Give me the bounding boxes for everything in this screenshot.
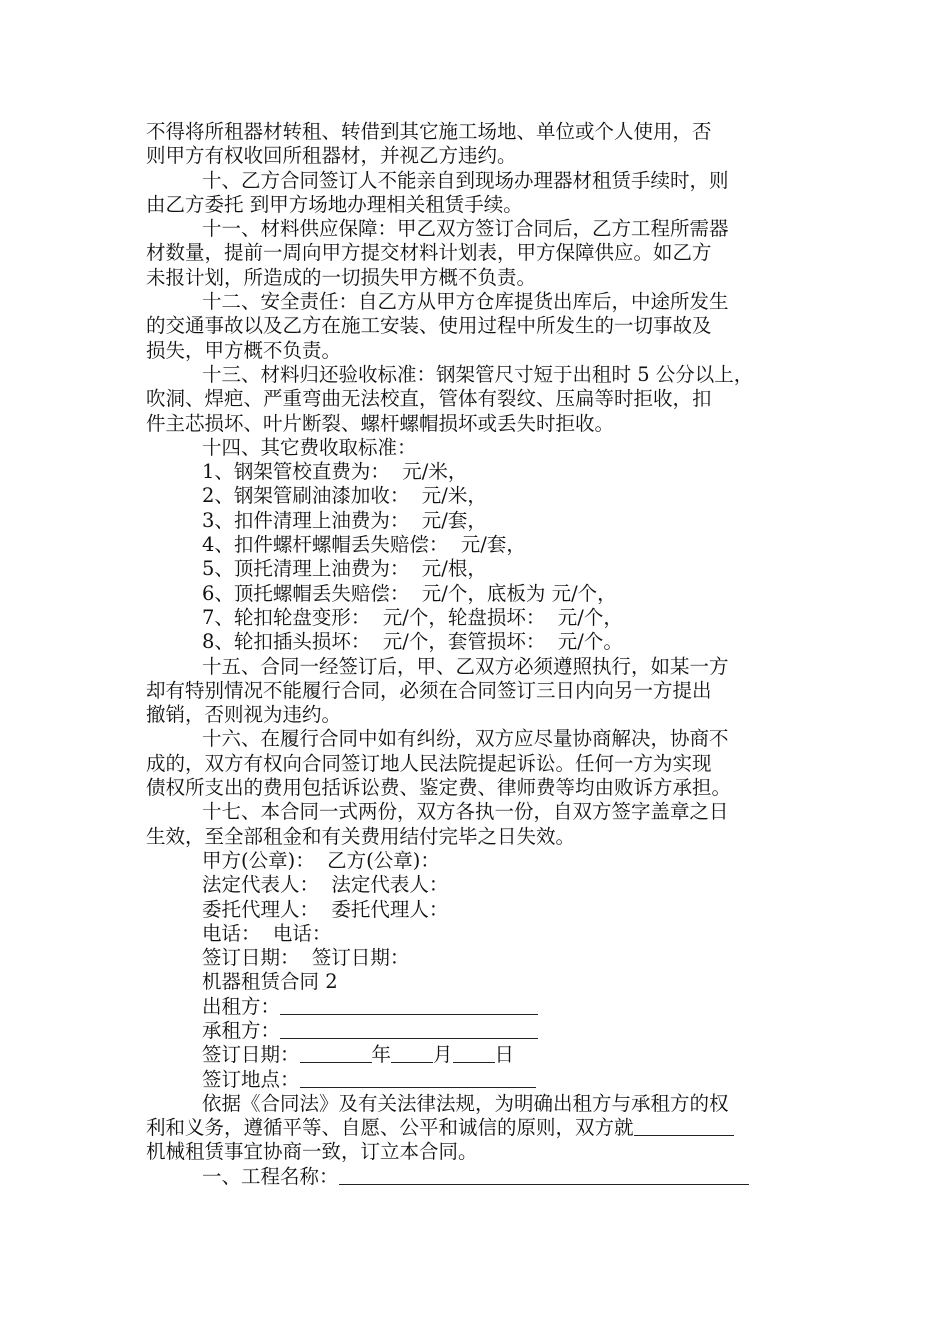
lessee-line [146, 1019, 816, 1043]
text-line: 十五、合同一经签订后，甲、乙双方必须遵照执行，如某一方 [202, 654, 729, 678]
text-line: 生效，至全部租金和有关费用结付完毕之日失效。 [146, 824, 576, 848]
text-line: 委托代理人： 委托代理人： [202, 897, 449, 921]
project-name-label: 一、工程名称： [202, 1164, 339, 1188]
day-blank[interactable] [453, 1043, 495, 1063]
intro-text-2: 利和义务，遵循平等、自愿、公平和诚信的原则，双方就 [146, 1116, 634, 1140]
intro-line-1 [146, 1092, 816, 1116]
text-line: 未报计划，所造成的一切损失甲方概不负责。 [146, 265, 537, 289]
text-line: 2、钢架管刷油漆加收： 元/米， [202, 484, 487, 508]
text-line: 由乙方委托 到甲方场地办理相关租赁手续。 [146, 192, 523, 216]
text-line: 十六、在履行合同中如有纠纷，双方应尽量协商解决，协商不 [202, 727, 729, 751]
year-blank[interactable] [300, 1043, 372, 1063]
text-line: 机器租赁合同 2 [202, 970, 338, 994]
text-line: 损失，甲方概不负责。 [146, 338, 342, 362]
lessor-line [146, 995, 816, 1019]
text-line: 十三、材料归还验收标准：钢架管尺寸短于出租时 5 公分以上， [202, 362, 754, 386]
text-line: 签订日期： 签订日期： [202, 946, 410, 970]
text-line: 债权所支出的费用包括诉讼费、鉴定费、律师费等均由败诉方承担。 [146, 776, 732, 800]
project-name-line [146, 1165, 816, 1189]
lessee-blank[interactable] [280, 1019, 538, 1039]
text-line: 十一、材料供应保障：甲乙双方签订合同后，乙方工程所需器 [202, 217, 729, 241]
sign-date-label: 签订日期： [202, 1043, 300, 1067]
text-line: 7、轮扣轮盘变形： 元/个，轮盘损坏： 元/个， [202, 605, 623, 629]
text-line: 吹洞、焊疤、严重弯曲无法校直，管体有裂纹、压扁等时拒收，扣 [146, 387, 712, 411]
text-line: 甲方(公章)： 乙方(公章)： [202, 848, 440, 872]
text-line: 十四、其它费收取标准： [202, 435, 417, 459]
text-line: 电话： 电话： [202, 921, 332, 945]
text-line: 不得将所租器材转租、转借到其它施工场地、单位或个人使用，否 [146, 120, 712, 143]
sign-place-label: 签订地点： [202, 1067, 300, 1091]
text-line: 十二、安全责任：自乙方从甲方仓库提货出库后，中途所发生 [202, 290, 729, 314]
machine-blank[interactable] [634, 1116, 734, 1136]
sign-date-line [146, 1043, 816, 1067]
intro-text-1: 依据《合同法》及有关法律法规，为明确出租方与承租方的权 [202, 1091, 729, 1115]
intro-line-3 [146, 1140, 816, 1164]
text-line: 十七、本合同一式两份，双方各执一份，自双方签字盖章之日 [202, 800, 729, 824]
intro-line-2 [146, 1116, 816, 1140]
month-label: 月 [433, 1043, 453, 1067]
sign-place-blank[interactable] [300, 1068, 536, 1088]
lessee-label: 承租方： [202, 1018, 281, 1042]
lessor-blank[interactable] [280, 995, 538, 1015]
day-label: 日 [494, 1043, 515, 1067]
year-label: 年 [371, 1043, 392, 1067]
text-line: 件主芯损坏、叶片断裂、螺杆螺帽损坏或丢失时拒收。 [146, 411, 615, 435]
text-line: 撤销，否则视为违约。 [146, 703, 342, 727]
contract-body [146, 120, 816, 995]
text-line: 却有特别情况不能履行合同，必须在合同签订三日内向另一方提出 [146, 678, 712, 702]
intro-text-3: 机械租赁事宜协商一致，订立本合同。 [146, 1140, 478, 1164]
text-line: 8、轮扣插头损坏： 元/个，套管损坏： 元/个。 [202, 630, 623, 654]
text-line: 5、顶托清理上油费为： 元/根， [202, 557, 487, 581]
project-name-blank[interactable] [339, 1165, 749, 1185]
text-line: 材数量，提前一周向甲方提交材料计划表，甲方保障供应。如乙方 [146, 241, 712, 265]
lessor-label: 出租方： [202, 994, 281, 1018]
text-line: 成的，双方有权向合同签订地人民法院提起诉讼。任何一方为实现 [146, 751, 712, 775]
text-line: 的交通事故以及乙方在施工安装、使用过程中所发生的一切事故及 [146, 314, 712, 338]
sign-place-line [146, 1068, 816, 1092]
text-line: 6、顶托螺帽丢失赔偿： 元/个，底板为 元/个， [202, 581, 617, 605]
text-line: 十、乙方合同签订人不能亲自到现场办理器材租赁手续时，则 [202, 168, 729, 192]
text-line: 4、扣件螺杆螺帽丢失赔偿： 元/套， [202, 533, 526, 557]
text-line: 3、扣件清理上油费为： 元/套， [202, 508, 487, 532]
contract-page [146, 120, 816, 1189]
text-line: 1、钢架管校直费为： 元/米， [202, 460, 468, 484]
text-line: 则甲方有权收回所租器材，并视乙方违约。 [146, 144, 517, 168]
text-line: 法定代表人： 法定代表人： [202, 873, 449, 897]
month-blank[interactable] [391, 1043, 433, 1063]
